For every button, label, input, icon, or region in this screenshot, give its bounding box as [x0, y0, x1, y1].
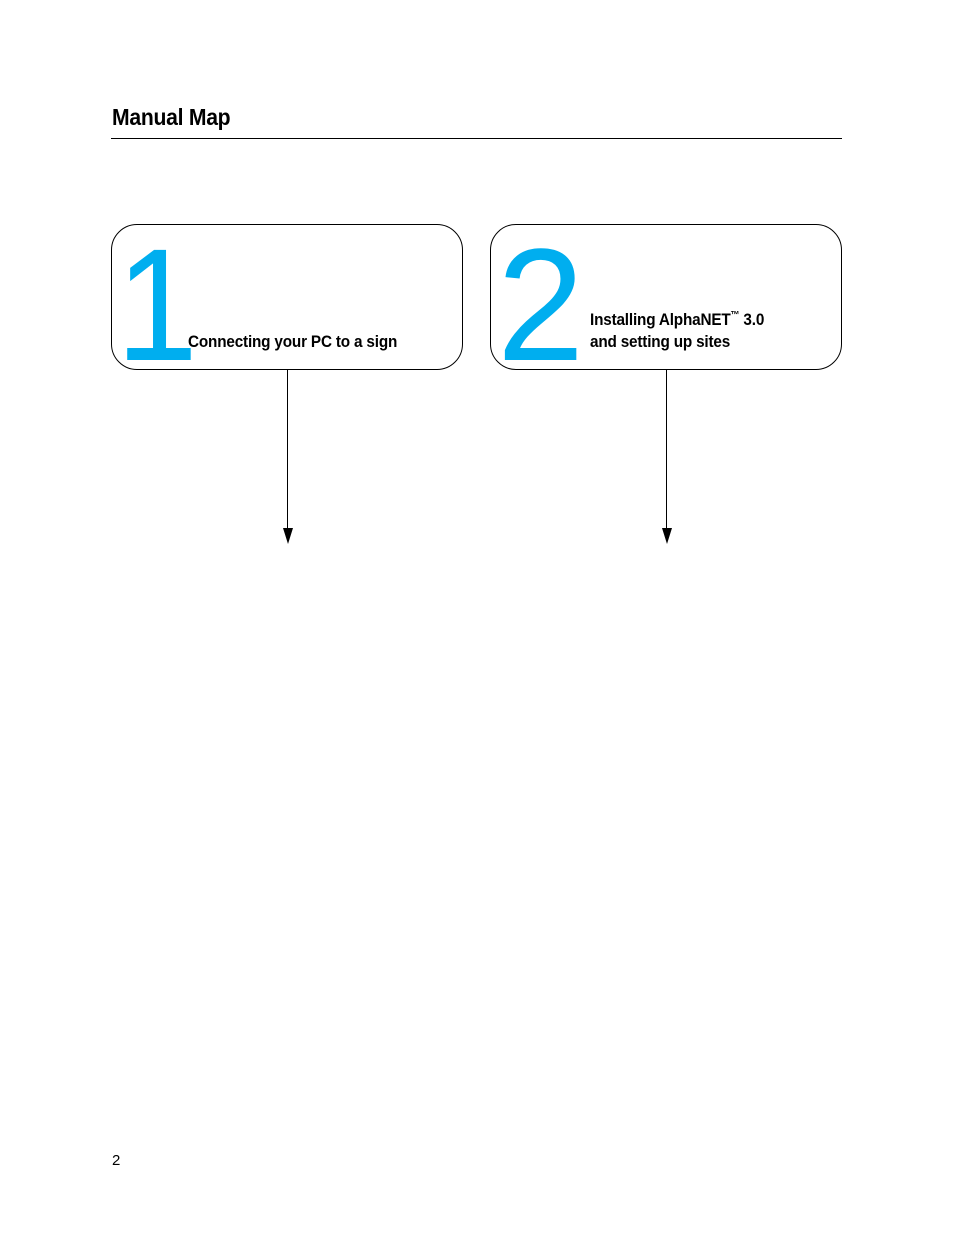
- connector-line-step-2: [666, 370, 667, 530]
- step-label-line-1-start: Installing AlphaNET: [590, 310, 731, 329]
- trademark-symbol: ™: [730, 310, 740, 321]
- step-number: 2: [497, 215, 585, 394]
- step-label-line: Connecting your PC to a sign: [188, 332, 398, 351]
- arrow-down-icon: [662, 528, 672, 544]
- step-box-installing-alphanet: [490, 215, 842, 394]
- step-number: 1: [116, 215, 198, 394]
- step-label-line-2: and setting up sites: [590, 332, 731, 351]
- step-label: [590, 309, 764, 353]
- arrow-down-icon: [283, 528, 293, 544]
- step-label-line-1-end: 3.0: [739, 310, 765, 329]
- step-box-connecting-pc: [111, 215, 463, 394]
- title-rule: [111, 138, 842, 139]
- connector-line-step-1: [287, 370, 288, 530]
- page-title: Manual Map: [112, 104, 231, 130]
- step-label: [188, 331, 397, 353]
- page-number: 2: [112, 1152, 121, 1169]
